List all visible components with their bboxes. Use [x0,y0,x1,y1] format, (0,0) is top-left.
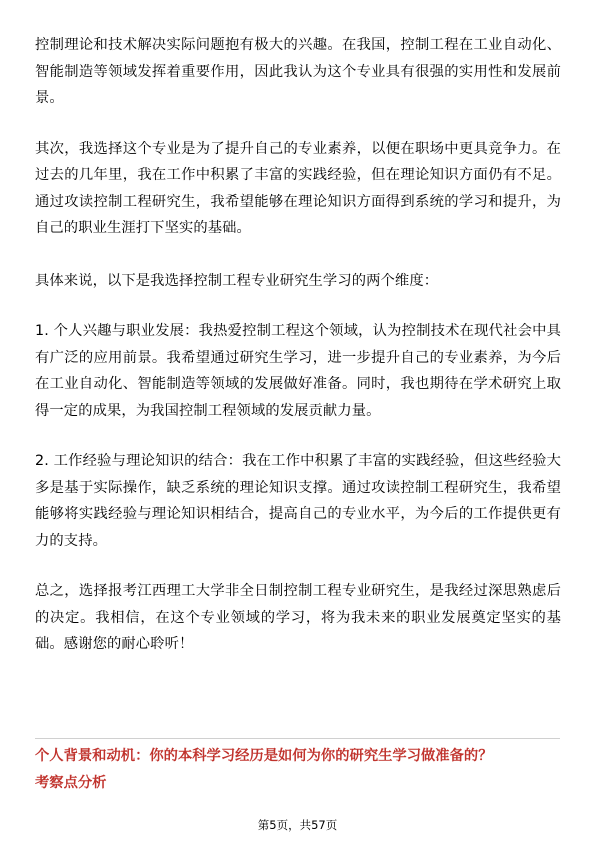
section-divider [35,738,560,739]
paragraph-conclusion: 总之，选择报考江西理工大学非全日制控制工程专业研究生，是我经过深思熟虑后的决定。我相信，在这个专业领域的学习，将为我未来的职业发展奠定坚实的基础。感谢您的耐心聆听！ [35,583,561,652]
paragraph-professional-growth: 其次，我选择这个专业是为了提升自己的专业素养，以便在职场中更具竞争力。在过去的几年里，我在工作中积累了丰富的实践经验，但在理论知识方面仍有不足。通过攻读控制工程研究生，我希望能够在理论知识方面得到系统的学习和提升，为自己的职业生涯打下坚实的基础。 [35,140,561,236]
interview-question-heading: 个人背景和动机：你的本科学习经历是如何为你的研究生学习做准备的？ [35,748,493,764]
paragraph-dimension-2: 2. 工作经验与理论知识的结合：我在工作中积累了丰富的实践经验，但这些经验大多是基于实际操作，缺乏系统的理论知识支撑。通过攻读控制工程研究生，我希望能够将实践经验与理论知识相结合，提高自己的专业水平，为今后的工作提供更有力的支持。 [35,453,561,549]
page-number-footer: 第5页，共57页 [257,818,338,832]
paragraph-dimensions-intro: 具体来说，以下是我选择控制工程专业研究生学习的两个维度： [35,272,439,289]
paragraph-interest-continuation: 控制理论和技术解决实际问题抱有极大的兴趣。在我国，控制工程在工业自动化、智能制造等领域发挥着重要作用，因此我认为这个专业具有很强的实用性和发展前景。 [35,37,561,106]
paragraph-dimension-1: 1. 个人兴趣与职业发展：我热爱控制工程这个领域，认为控制技术在现代社会中具有广泛的应用前景。我希望通过研究生学习，进一步提升自己的专业素养，为今后在工业自动化、智能制造等领域的发展做好准备。同时，我也期待在学术研究上取得一定的成果，为我国控制工程领域的发展贡献力量。 [35,323,561,419]
analysis-heading: 考察点分析 [35,775,107,791]
document-body [35,32,561,658]
